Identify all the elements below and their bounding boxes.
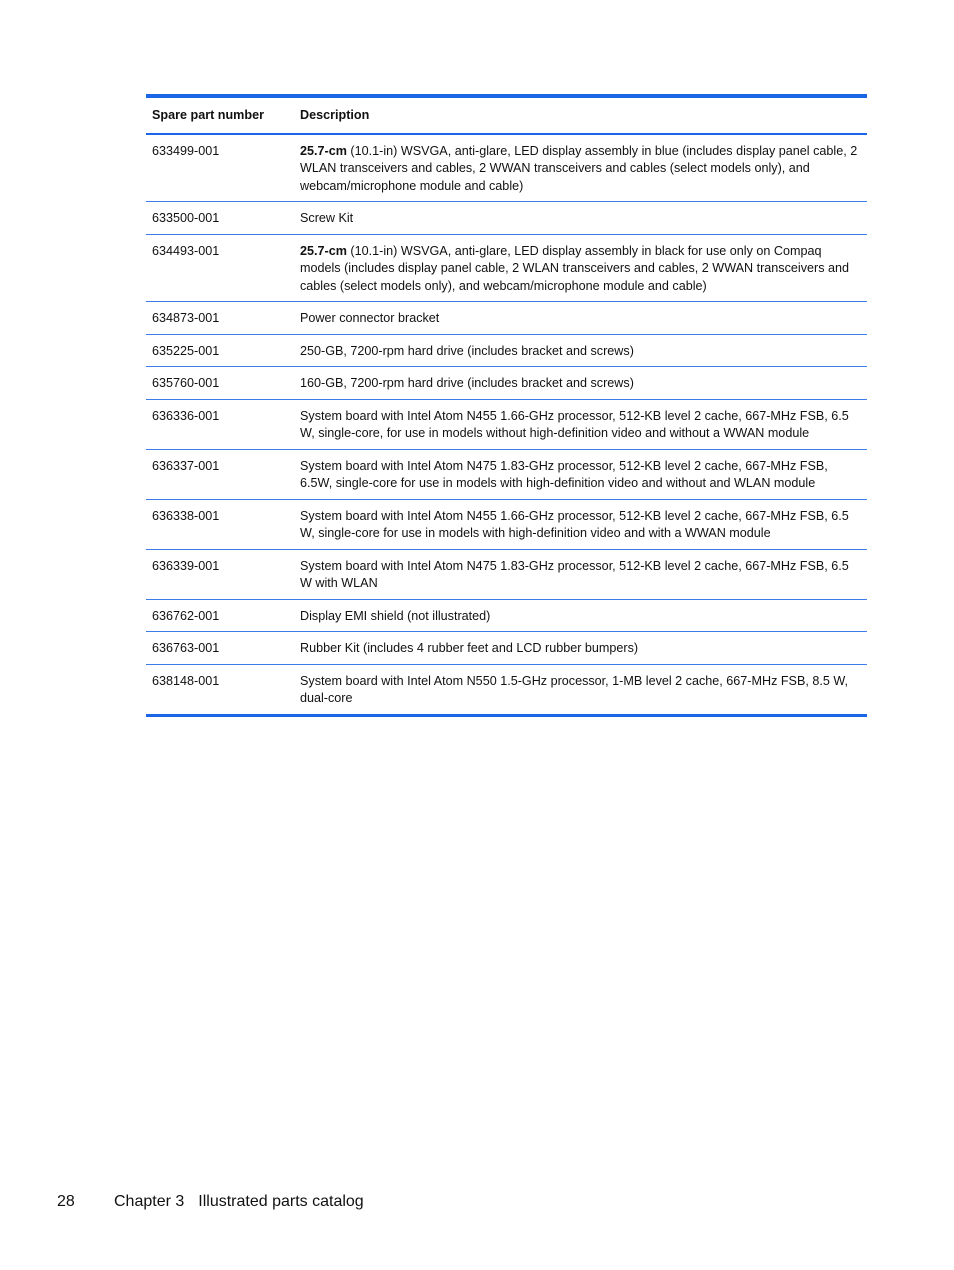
part-description <box>294 632 867 665</box>
part-number: 633500-001 <box>146 202 294 235</box>
part-number: 638148-001 <box>152 673 220 688</box>
page-number: 28 <box>57 1193 75 1210</box>
description-text: Power connector bracket <box>300 311 440 325</box>
description-text: System board with Intel Atom N475 1.83-GHz processor, 512-KB level 2 cache, 667-MHz FSB, 6.5W, single-core for use in models with high-definition video and without and WLAN module <box>300 458 828 490</box>
description-text: (10.1-in) WSVGA, anti-glare, LED display assembly in blue (includes display panel cable, 2 WLAN transceivers and cables, 2 WWAN transceivers and cables (select models only), and webcam/microphone module and cable) <box>300 143 858 193</box>
table-row <box>146 632 867 665</box>
part-number: 633499-001 <box>146 134 294 202</box>
chapter-title: Illustrated parts catalog <box>198 1193 364 1210</box>
spare-parts-table <box>146 94 867 717</box>
part-number: 636338-001 <box>146 499 294 549</box>
part-description <box>294 234 867 302</box>
part-description <box>294 334 867 367</box>
part-number: 635225-001 <box>146 334 294 367</box>
part-description <box>294 499 867 549</box>
table-row <box>146 234 867 302</box>
chapter-label: Chapter 3 <box>114 1193 185 1210</box>
header-spare-part-number: Spare part number <box>146 96 294 134</box>
part-description <box>294 664 867 715</box>
table-row <box>146 202 867 235</box>
part-description <box>294 134 867 202</box>
part-description <box>294 599 867 632</box>
part-number: 634493-001 <box>146 234 294 302</box>
page-footer <box>57 1192 364 1212</box>
part-description <box>294 449 867 499</box>
part-number: 636337-001 <box>146 449 294 499</box>
part-number: 636763-001 <box>146 632 294 665</box>
description-text: System board with Intel Atom N455 1.66-GHz processor, 512-KB level 2 cache, 667-MHz FSB, 6.5 W, single-core for use in models with high-definition video and with a WWAN module <box>300 508 849 540</box>
table-row <box>146 664 867 715</box>
part-number: 636762-001 <box>146 599 294 632</box>
description-text: Rubber Kit (includes 4 rubber feet and LCD rubber bumpers) <box>300 641 639 655</box>
part-number: 636339-001 <box>146 549 294 599</box>
table-row <box>146 367 867 400</box>
table-row <box>146 599 867 632</box>
description-text: 160-GB, 7200-rpm hard drive (includes bracket and screws) <box>300 376 634 390</box>
part-number: 636336-001 <box>146 399 294 449</box>
table-row <box>146 549 867 599</box>
table-row <box>146 134 867 202</box>
size-label: 25.7-cm <box>300 243 347 258</box>
part-description <box>294 549 867 599</box>
description-text: System board with Intel Atom N550 1.5-GHz processor, 1-MB level 2 cache, 667-MHz FSB, 8.5 W, dual-core <box>300 673 849 705</box>
table-row <box>146 449 867 499</box>
description-text: 250-GB, 7200-rpm hard drive (includes bracket and screws) <box>300 343 634 358</box>
part-description <box>294 302 867 335</box>
description-text: System board with Intel Atom N455 1.66-GHz processor, 512-KB level 2 cache, 667-MHz FSB, 6.5 W, single-core, for use in models without high-definition video and without a WWAN module <box>300 408 849 440</box>
size-label: 25.7-cm <box>300 143 347 158</box>
part-number: 635760-001 <box>146 367 294 400</box>
part-description <box>294 202 867 235</box>
table-row <box>146 302 867 335</box>
table-row <box>146 399 867 449</box>
part-number: 634873-001 <box>146 302 294 335</box>
table-row <box>146 499 867 549</box>
table-header-row <box>146 96 867 134</box>
description-text: Display EMI shield (not illustrated) <box>300 608 491 623</box>
header-description: Description <box>294 96 867 134</box>
part-description <box>294 367 867 400</box>
description-text: System board with Intel Atom N475 1.83-GHz processor, 512-KB level 2 cache, 667-MHz FSB, 6.5 W with WLAN <box>300 558 849 590</box>
part-description <box>294 399 867 449</box>
table-row <box>146 334 867 367</box>
description-text: (10.1-in) WSVGA, anti-glare, LED display assembly in black for use only on Compaq models (includes display panel cable, 2 WLAN transceivers and cables, 2 WWAN transceivers and cables (select models only), and webcam/microphone module and cable) <box>300 243 850 293</box>
description-text: Screw Kit <box>300 211 354 225</box>
